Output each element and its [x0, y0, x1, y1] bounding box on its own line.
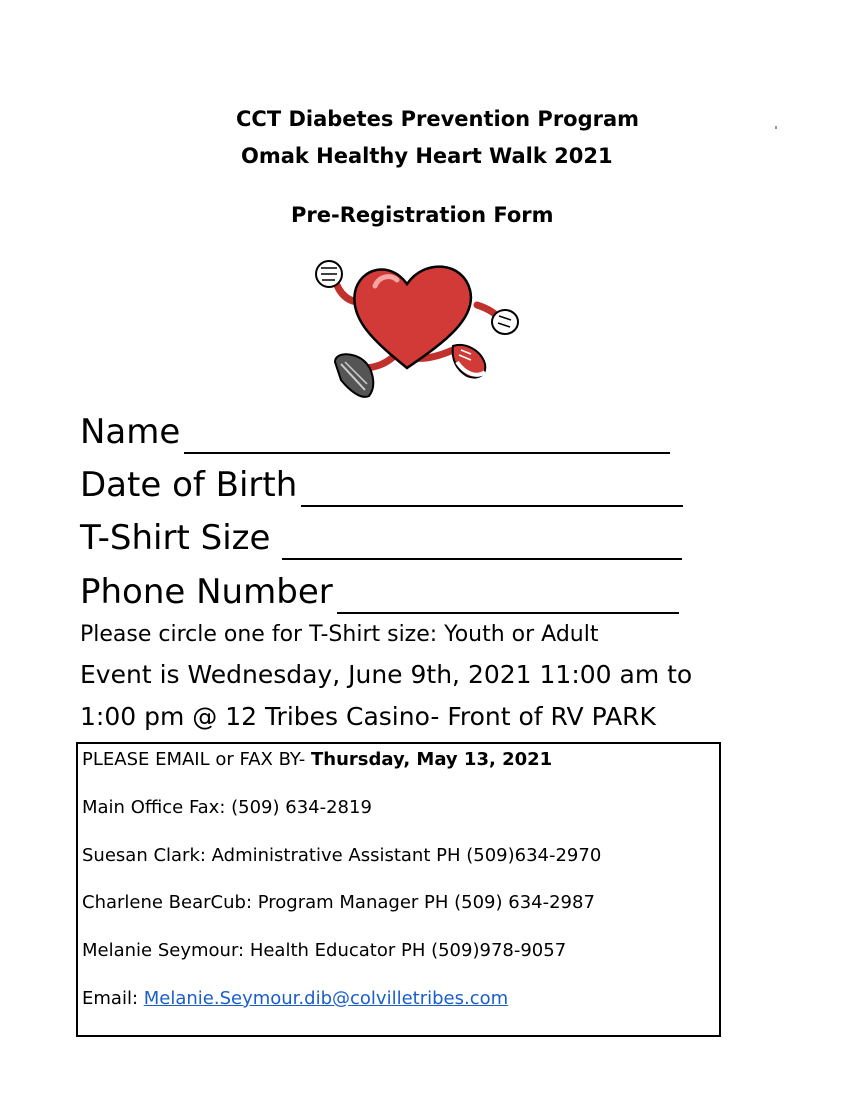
event-title: Omak Healthy Heart Walk 2021: [241, 144, 613, 168]
tshirt-size-instruction: Please circle one for T-Shirt size: Youth or Adult: [80, 622, 599, 647]
email-link[interactable]: Melanie.Seymour.dib@colvilletribes.com: [143, 988, 509, 1009]
email-label: Email:: [82, 988, 144, 1009]
contact-box: [76, 742, 721, 1037]
contact-suesan-clark: Suesan Clark: Administrative Assistant PH (509)634-2970: [82, 845, 602, 866]
contact-charlene-bearcub: Charlene BearCub: Program Manager PH (509) 634-2987: [82, 892, 595, 913]
contact-melanie-seymour: Melanie Seymour: Health Educator PH (509)978-9057: [82, 940, 567, 961]
name-input-line[interactable]: [184, 418, 670, 454]
event-details-line2: 1:00 pm @ 12 Tribes Casino- Front of RV PARK: [80, 702, 656, 731]
deadline-prefix: PLEASE EMAIL or FAX BY-: [82, 749, 312, 770]
tshirt-size-field[interactable]: [80, 516, 682, 560]
name-label: Name: [80, 412, 181, 452]
phone-number-label: Phone Number: [80, 572, 333, 612]
left-shoe-icon: [335, 354, 373, 397]
deadline-date: Thursday, May 13, 2021: [311, 749, 553, 770]
date-of-birth-label: Date of Birth: [80, 465, 298, 505]
date-of-birth-field[interactable]: [80, 463, 683, 507]
tshirt-size-input-line[interactable]: [282, 524, 682, 560]
phone-number-field[interactable]: [80, 570, 679, 614]
fax-line: Main Office Fax: (509) 634-2819: [82, 797, 372, 818]
right-glove-icon: [492, 310, 518, 334]
tshirt-size-label: T-Shirt Size: [80, 518, 271, 558]
deadline-line: [82, 749, 552, 770]
date-of-birth-input-line[interactable]: [301, 471, 683, 507]
program-title: CCT Diabetes Prevention Program: [236, 107, 640, 131]
running-heart-icon: [305, 250, 535, 410]
email-line: [82, 988, 508, 1009]
name-field[interactable]: [80, 410, 670, 454]
left-glove-icon: [316, 261, 342, 287]
phone-number-input-line[interactable]: [337, 578, 679, 614]
right-shoe-icon: [453, 345, 486, 378]
event-details-line1: Event is Wednesday, June 9th, 2021 11:00 am to: [80, 660, 693, 689]
scan-mark: [775, 126, 777, 129]
form-title: Pre-Registration Form: [291, 203, 554, 227]
